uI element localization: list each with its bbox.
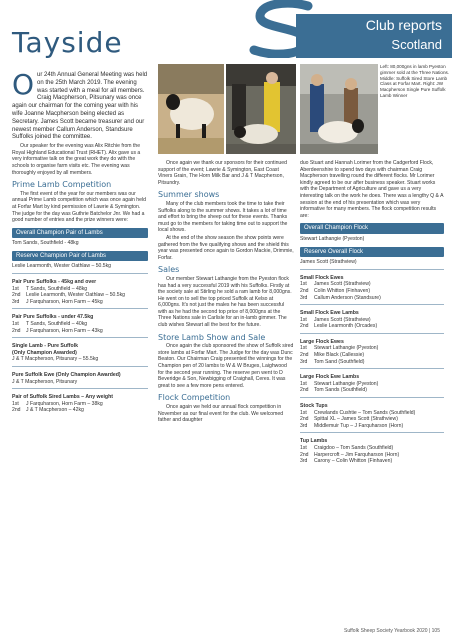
class-heading: Pair of Suffolk Sired Lambs – Any weight bbox=[12, 394, 113, 401]
class-heading: Stock Tups bbox=[300, 403, 328, 410]
class-heading: Pair Pure Suffolks - under 47.5kg bbox=[12, 314, 94, 321]
drop-cap: O bbox=[12, 68, 35, 101]
placing: 3rd bbox=[300, 422, 308, 429]
result-text: J Farquharson, Horn Farm – 45kg bbox=[26, 298, 103, 305]
banner-region: Scotland bbox=[391, 37, 442, 52]
class-heading: Small Flock Ewes bbox=[300, 274, 344, 281]
placing: 1st bbox=[12, 285, 19, 292]
section-banner bbox=[296, 14, 452, 58]
result-row bbox=[300, 423, 444, 430]
flock-competition-heading: Flock Competition bbox=[158, 393, 231, 403]
class-heading: Small Flock Ewe Lambs bbox=[300, 310, 359, 317]
result-text: Middlemuir Tup – J Farquharson (Horn) bbox=[314, 422, 404, 429]
column-right bbox=[300, 160, 444, 465]
placing: 2nd bbox=[300, 451, 309, 458]
result-row bbox=[12, 292, 148, 299]
class-heading: Tup Lambs bbox=[300, 438, 328, 445]
result-row bbox=[300, 317, 444, 324]
divider bbox=[12, 366, 148, 367]
result-row bbox=[300, 458, 444, 465]
result-row bbox=[300, 295, 444, 302]
result-text: T Sands, Southfield – 48kg bbox=[26, 285, 88, 292]
result-text: Craigdoo – Tom Sands (Southfield) bbox=[314, 445, 394, 451]
intro-text: ur 24th Annual General Meeting was held on the 25th March 2019. The evening was started with a meal for all members. Craig Macpherson, Pitsunary was once again our chairman for the coming year with his wife Joanne Macpherson being elected as Secretary. James Scott became treasurer and our newest member Callum Anderson, Standsure Suffolks joined the committee. bbox=[12, 72, 148, 141]
divider bbox=[12, 388, 148, 389]
placing: 1st bbox=[300, 345, 307, 352]
speaker-paragraph: Our speaker for the evening was Alix Ritchie from the Royal Highland Educational Trust (RHET). Alix gave us a very informative talk on the great work they do with the schools to organise farm visits etc. The evening was thoroughly enjoyed by all members. bbox=[12, 143, 141, 176]
placing: 1st bbox=[300, 409, 307, 416]
placing: 2nd bbox=[300, 323, 309, 330]
result-text: Callum Anderson (Standsure) bbox=[314, 294, 381, 301]
divider bbox=[300, 432, 444, 433]
photo-gimmer bbox=[158, 64, 224, 154]
result-text: Tom Sands (Southfield) bbox=[314, 387, 367, 394]
result-text: James Scott (Strathview) bbox=[314, 281, 371, 288]
class-heading: Single Lamb - Pure Suffolk bbox=[12, 343, 79, 350]
divider bbox=[300, 333, 444, 334]
column-left bbox=[12, 68, 148, 414]
result-text: Stewart Lathangie (Pyeston) bbox=[314, 380, 379, 387]
overall-flock-winner: Stewart Lathangie (Pyeston) bbox=[300, 235, 365, 242]
placing: 2nd bbox=[300, 416, 309, 423]
result-text: Colin Whitton (Finhaven) bbox=[314, 287, 371, 294]
reserve-pair-winner: Leslie Learmonth, Wester Oathlaw – 50.5kg bbox=[12, 263, 112, 270]
class-heading: Large Flock Ewe Lambs bbox=[300, 374, 360, 381]
placing: 1st bbox=[300, 445, 307, 451]
result-text: Leslie Learmonth, Wester Oathlaw – 50.5kg bbox=[26, 292, 126, 299]
divider bbox=[300, 397, 444, 398]
class-heading: Pure Suffolk Ewe (Only Champion Awarded) bbox=[12, 372, 121, 379]
placing: 2nd bbox=[300, 352, 309, 359]
prime-lamb-heading: Prime Lamb Competition bbox=[12, 180, 112, 190]
column-middle bbox=[158, 160, 294, 425]
result-row bbox=[300, 345, 444, 352]
result-row bbox=[300, 281, 444, 288]
store-lamb-paragraph: Once again the club sponsored the show of Suffolk sired store lambs at Forfar Mart. The Judge for the day was Dunc Beaton. Our Chairman Craig presented the winnings for the Champion pen of 20 lambs to W & W Bruges, Laighwood for the second year running. The reserve pen went to D Beveridge & Son, Newbigging of Craighall, Ceres. It was great to see a few more pens entered. bbox=[158, 343, 294, 389]
result-text: Spittal XL – James Scott (Strathview) bbox=[314, 416, 398, 423]
result-row bbox=[12, 401, 148, 408]
result-row bbox=[300, 445, 444, 452]
result-text: James Scott (Strathview) bbox=[314, 316, 371, 323]
placing: 1st bbox=[300, 380, 307, 387]
divider bbox=[12, 308, 148, 309]
result-text: J & T Macpherson, Pitsunary – 55.5kg bbox=[12, 356, 99, 363]
result-row bbox=[12, 321, 148, 328]
reserve-pair-label: Reserve Champion Pair of Lambs bbox=[12, 251, 148, 262]
placing: 3rd bbox=[12, 298, 20, 305]
placing: 1st bbox=[300, 316, 307, 323]
result-row bbox=[300, 323, 444, 330]
result-text: Carony – Colin Whitton (Finhaven) bbox=[314, 458, 393, 465]
result-text: Stewart Lathangie (Pyeston) bbox=[314, 345, 379, 352]
intro-paragraph bbox=[12, 68, 148, 142]
sales-heading: Sales bbox=[158, 265, 180, 275]
photo-caption: Left: 80,000gns in lamb Pyeston gimmer sold at the Three Nations. Middle: Suffolk Sired Store Lamb Class at Forfar Mart. Right: JW Macpherson Single Pure Suffolk Lamb Winner bbox=[380, 64, 450, 98]
page-title: Tayside bbox=[12, 26, 123, 59]
class-heading: Large Flock Ewes bbox=[300, 338, 344, 345]
reserve-flock-winner: James Scott (Strathview) bbox=[300, 259, 357, 266]
photo-single-lamb-winner bbox=[300, 64, 378, 154]
summer-shows-heading: Summer shows bbox=[158, 190, 220, 200]
summer-shows-paragraph-2: At the end of the show season the show points were gathered from the five qualifying shows and the shield this year was presented once again to Gordon Mackie, Drimmie, Forfar. bbox=[158, 234, 294, 261]
banner-title: Club reports bbox=[365, 17, 442, 33]
result-row bbox=[300, 352, 444, 359]
result-row bbox=[300, 381, 444, 388]
placing: 2nd bbox=[12, 327, 21, 334]
result-text: Crewlands Cushtie – Tom Sands (Southfield) bbox=[314, 409, 416, 416]
result-row bbox=[300, 359, 444, 366]
placing: 1st bbox=[12, 400, 19, 407]
result-text: Tom Sand (Southfield) bbox=[314, 358, 365, 365]
placing: 1st bbox=[300, 281, 307, 288]
divider bbox=[12, 337, 148, 338]
result-row bbox=[12, 407, 148, 414]
class-subheading: (Only Champion Awarded) bbox=[12, 349, 77, 356]
store-lamb-heading: Store Lamb Show and Sale bbox=[158, 332, 266, 342]
photo-store-lambs bbox=[226, 64, 296, 154]
result-text: Mike Black (Callessie) bbox=[314, 352, 365, 359]
placing: 3rd bbox=[300, 294, 308, 301]
divider bbox=[300, 304, 444, 305]
result-row bbox=[300, 452, 444, 459]
result-text: J & T Macpherson – 42kg bbox=[26, 407, 84, 414]
overall-pair-winner: Tom Sands, Southfield - 48kg bbox=[12, 240, 79, 247]
placing: 2nd bbox=[300, 287, 309, 294]
flock-continued-paragraph: duo Stuart and Hannah Lorimer from the Cadgerford Flock, Aberdeenshire to spend two days with chairman Craig Macpherson travelling round the different flocks. Mr Lorimer kindly agreed to be our after business speaker. Stuart works with the Department of Agriculture and gave us a very interesting talk on the work he does. There was a lengthy Q & A session at the end of his presentation which was very informative for many members. The flock competition results are: bbox=[300, 160, 444, 219]
placing: 2nd bbox=[300, 387, 309, 394]
result-row bbox=[12, 328, 148, 335]
result-row bbox=[300, 410, 444, 417]
sponsors-paragraph: Once again we thank our sponsors for their continued support of the event; Lawrie & Symington, East Coast Viners Grain, The Horn Milk Bar and J & T Macpherson, Pitsundry. bbox=[158, 160, 287, 186]
result-row bbox=[12, 286, 148, 293]
page-footer: Suffolk Sheep Society Yearbook 2020 | 105 bbox=[343, 628, 440, 634]
result-text: J Farquharson, Horn Farm – 38kg bbox=[26, 400, 103, 407]
placing: 2nd bbox=[12, 407, 21, 414]
class-heading: Pair Pure Suffolks - 45kg and over bbox=[12, 279, 97, 286]
result-text: T Sands, Southfield – 40kg bbox=[26, 321, 88, 328]
result-row bbox=[300, 288, 444, 295]
placing: 1st bbox=[12, 321, 19, 328]
overall-pair-label: Overall Champion Pair of Lambs bbox=[12, 228, 148, 239]
result-text: Leslie Learmonth (Orcades) bbox=[314, 323, 378, 330]
divider bbox=[12, 273, 148, 274]
result-row bbox=[300, 387, 444, 394]
divider bbox=[300, 368, 444, 369]
overall-flock-label: Overall Champion Flock bbox=[300, 223, 444, 234]
flock-competition-paragraph: Once again we held our annual flock competition in November as our final event for the club. We welcomed father and daughter bbox=[158, 404, 284, 424]
placing: 2nd bbox=[12, 292, 21, 299]
result-row bbox=[300, 416, 444, 423]
summer-shows-paragraph: Many of the club members took the time to take their Suffolks along to the summer shows. It takes a lot of time and effort to bring the sheep out for these events. Thanks must go to the members for taking time out to support the local shows. bbox=[158, 200, 288, 234]
result-text: J & T Macpherson, Pitsunary bbox=[12, 378, 78, 385]
divider bbox=[300, 269, 444, 270]
reserve-flock-label: Reserve Overall Flock bbox=[300, 247, 444, 258]
result-text: Harpercroft – Jim Farquharson (Horn) bbox=[314, 451, 400, 458]
prime-lamb-paragraph: The first event of the year for our members was our annual Prime Lamb competition which was once again held at Forfar Mart by kind permission of Lawrie & Symington. The judge for the day was Guthrie Batchelor Jnr. We had a good number of entries and the prize winners were: bbox=[12, 190, 146, 224]
sales-paragraph: Our member Stewart Lathangie from the Pyeston flock has had a very successful 2019 with his Suffolks. Firstly at the society sale at Stirling he sold a ram lamb for 8,000gns. He went on to sell the top priced Suffolk at Kelso at 6,000gns. It's not just the males he has been successful with as he had the second top price of 8,000gns at the Three Nations sale in Carlisle for an in-lamb gimmer. The club wishes Stewart all the best for the future. bbox=[158, 275, 292, 329]
placing: 3rd bbox=[300, 358, 308, 365]
result-row bbox=[12, 299, 148, 306]
result-text: J Farquharson, Horn Farm – 43kg bbox=[26, 327, 103, 334]
placing: 3rd bbox=[300, 458, 308, 465]
